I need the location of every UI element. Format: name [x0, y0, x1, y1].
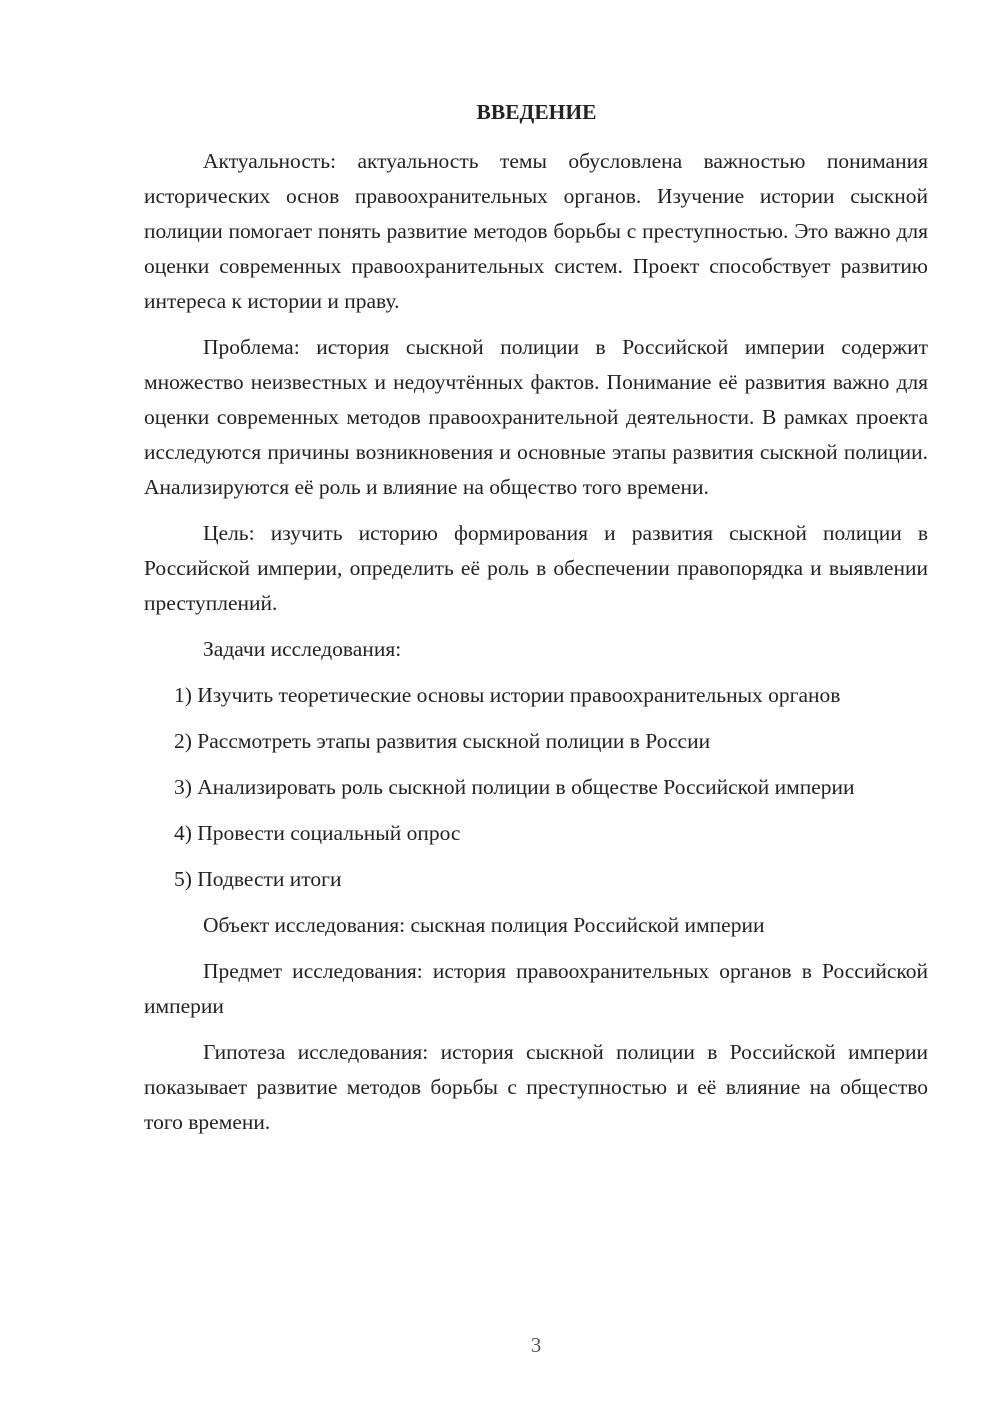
page-content	[144, 95, 928, 1151]
relevance-paragraph: Актуальность: актуальность темы обусловлена важностью понимания исторических основ правоохранительных органов. Изучение истории сыскной полиции помогает понять развитие методов борьбы с преступностью. Это важно для оценки современных правоохранительных систем. Проект способствует развитию интереса к истории и праву.	[144, 149, 928, 313]
task-item-5: 5) Подвести итоги	[174, 867, 342, 891]
section-heading: ВВЕДЕНИЕ	[476, 100, 597, 124]
subject-paragraph: Предмет исследования: история правоохранительных органов в Российской империи	[144, 959, 928, 1018]
task-item-4: 4) Провести социальный опрос	[174, 821, 461, 845]
problem-paragraph: Проблема: история сыскной полиции в Российской империи содержит множество неизвестных и недоучтённых фактов. Понимание её развития важно для оценки современных методов правоохранительной деятельности. В рамках проекта исследуются причины возникновения и основные этапы развития сыскной полиции. Анализируются её роль и влияние на общество того времени.	[144, 335, 928, 499]
tasks-title: Задачи исследования:	[203, 637, 402, 661]
task-item-3: 3) Анализировать роль сыскной полиции в обществе Российской империи	[174, 775, 855, 799]
hypothesis-paragraph: Гипотеза исследования: история сыскной полиции в Российской империи показывает развитие методов борьбы с преступностью и её влияние на общество того времени.	[144, 1040, 928, 1134]
task-item-1: 1) Изучить теоретические основы истории правоохранительных органов	[174, 683, 841, 707]
object-paragraph: Объект исследования: сыскная полиция Российской империи	[203, 913, 765, 937]
goal-paragraph: Цель: изучить историю формирования и развития сыскной полиции в Российской империи, определить её роль в обеспечении правопорядка и выявлении преступлений.	[144, 521, 928, 615]
page-number: 3	[530, 1333, 542, 1357]
task-item-2: 2) Рассмотреть этапы развития сыскной полиции в России	[174, 729, 711, 753]
